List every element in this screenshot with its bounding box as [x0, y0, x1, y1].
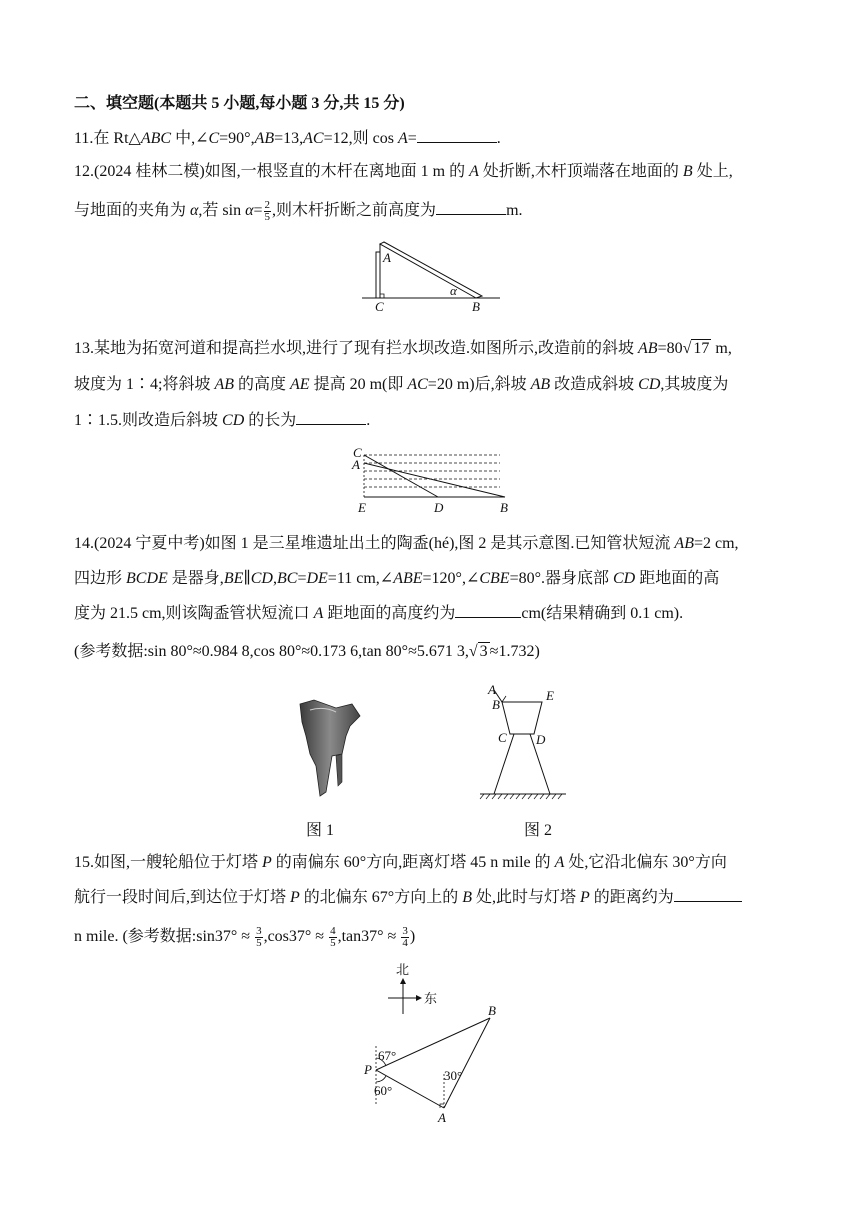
q11-text: .	[496, 130, 501, 147]
label-A: A	[383, 250, 391, 265]
q15-text: n mile. (参考数据:sin37° ≈	[74, 928, 255, 946]
label-E: E	[358, 500, 366, 515]
label-D: D	[536, 732, 546, 747]
q14-text: =2 cm,	[693, 535, 739, 552]
fraction-2-5	[264, 200, 272, 223]
q15-text: 处,此时与灯塔	[471, 889, 580, 906]
q13-var: AB	[638, 340, 658, 357]
figure-2-caption: 图 2	[524, 822, 553, 839]
q12-text: ,则木杆折断之前高度为	[272, 202, 437, 220]
q13-var: AE	[290, 376, 310, 393]
q13-text: =20 m)后,斜坡	[427, 376, 531, 393]
q14-text: 是器身,	[167, 570, 224, 587]
question-13-line-1	[74, 339, 790, 359]
q14-var: BC	[276, 570, 298, 587]
sqrt-radicand: 17	[693, 340, 710, 357]
q15-text: )	[409, 928, 416, 946]
q11-var: AC	[303, 130, 324, 147]
broken-pole	[380, 242, 482, 298]
q11-text: =12,则 cos	[323, 130, 398, 147]
north-arrow-icon	[400, 978, 406, 984]
q14-var: BCDE	[126, 570, 168, 587]
q12-var: A	[469, 163, 479, 180]
q12-text: ,若 sin	[198, 202, 246, 220]
angle-arc-60	[376, 1076, 386, 1082]
q11-var: ABC	[140, 130, 172, 147]
q13-var: CD	[638, 376, 661, 393]
figure-q13	[350, 445, 520, 520]
q13-var: AB	[214, 376, 234, 393]
q14-var: BE	[223, 570, 244, 587]
q13-text: =80	[657, 340, 683, 357]
q12-text: 12.(2024 桂林二模)如图,一根竖直的木杆在离地面 1 m 的	[74, 163, 470, 180]
label-P: P	[364, 1062, 372, 1077]
label-D: D	[434, 500, 444, 515]
frac-num: 3	[402, 925, 408, 937]
q15-text: 15.如图,一艘轮船位于灯塔	[74, 854, 263, 871]
east-arrow-icon	[416, 995, 422, 1001]
q11-text: =90°,	[219, 130, 255, 147]
q11-text: 中,∠	[171, 130, 209, 147]
q14-var: AB	[674, 535, 694, 552]
question-15-reference-data	[74, 926, 790, 949]
label-alpha: α	[450, 283, 457, 298]
q15-text: 处,它沿北偏东 30°方向	[564, 854, 727, 871]
q14-text: 距地面的高	[635, 570, 720, 587]
label-angle-30: 30°	[444, 1068, 463, 1083]
fraction-4-5	[329, 926, 337, 949]
q11-text: =	[407, 130, 417, 147]
question-15-line-2	[74, 887, 790, 908]
vessel-leg	[336, 754, 342, 786]
q11-text: =13,	[274, 130, 304, 147]
question-14-line-2	[74, 569, 790, 589]
ground-hatching	[480, 794, 562, 799]
q12-var: α	[245, 202, 254, 220]
slope-CD	[364, 455, 438, 497]
q11-var: AB	[254, 130, 275, 147]
fraction-3-5	[255, 926, 263, 949]
sqrt-sign: √	[468, 643, 478, 660]
spout-edge	[502, 696, 506, 702]
q15-text: ,cos37° ≈	[263, 928, 329, 946]
frac-den: 5	[264, 211, 271, 223]
pole-stump	[376, 252, 380, 298]
fraction-3-4	[401, 926, 409, 949]
slope-AB	[364, 463, 505, 497]
label-C: C	[375, 299, 384, 314]
label-B: B	[492, 697, 500, 712]
q15-text: 的南偏东 60°方向,距离灯塔 45 n mile 的	[271, 854, 555, 871]
q14-text: ∥	[243, 570, 251, 587]
q13-text: ,其坡度为	[660, 376, 729, 393]
q14-text: 14.(2024 宁夏中考)如图 1 是三星堆遗址出土的陶盉(hé),图 2 是其示意图.已知管状短流	[74, 535, 675, 552]
label-angle-60: 60°	[374, 1083, 393, 1098]
q13-text: 改造成斜坡	[550, 376, 639, 393]
q15-var: P	[580, 889, 590, 906]
frac-num: 4	[330, 925, 336, 937]
q14-text: (参考数据:sin 80°≈0.984 8,cos 80°≈0.173 6,tan 80°≈5.671 3,	[74, 643, 469, 660]
q14-var: CBE	[479, 570, 510, 587]
vessel-body	[300, 700, 360, 796]
q14-text: =	[297, 570, 307, 587]
q13-text: .	[366, 412, 371, 429]
answer-blank-15[interactable]	[674, 887, 742, 902]
label-north: 北	[396, 962, 410, 977]
q15-text: 的北偏东 67°方向上的	[299, 889, 463, 906]
q15-text: 航行一段时间后,到达位于灯塔	[74, 889, 291, 906]
q13-var: CD	[222, 412, 245, 429]
label-B: B	[488, 1003, 496, 1018]
frac-num: 3	[256, 925, 262, 937]
label-C: C	[353, 445, 362, 460]
figure-q14-schematic	[476, 682, 572, 802]
q12-text: m.	[506, 202, 523, 220]
frac-num: 2	[264, 199, 271, 211]
q14-text: cm(结果精确到 0.1 cm).	[521, 605, 684, 622]
q12-text: 与地面的夹角为	[74, 202, 191, 220]
answer-blank-13[interactable]	[296, 410, 366, 425]
q14-text: 四边形	[74, 570, 127, 587]
frac-den: 4	[402, 937, 408, 949]
sqrt-radicand: 3	[479, 643, 488, 660]
q13-text: 13.某地为拓宽河道和提高拦水坝,进行了现有拦水坝改造.如图所示,改造前的斜坡	[74, 340, 639, 357]
answer-blank-12[interactable]	[436, 200, 506, 215]
label-B: B	[472, 299, 480, 314]
q12-var: α	[190, 202, 199, 220]
question-12-line-1	[74, 162, 790, 182]
figure-q12	[362, 238, 502, 316]
question-12-line-2	[74, 200, 790, 223]
body-BCDE	[502, 702, 542, 734]
q13-text: m,	[711, 340, 732, 357]
q13-var: AC	[407, 376, 428, 393]
question-14-line-1	[74, 534, 790, 554]
q14-var: ABE	[393, 570, 423, 587]
answer-blank-11[interactable]	[417, 128, 497, 143]
q14-var: A	[313, 605, 324, 622]
q14-text: 度为 21.5 cm,则该陶盉管状短流口	[74, 605, 314, 622]
q11-text: 11.在 Rt△	[74, 130, 141, 147]
q12-var: B	[682, 163, 693, 180]
label-A: A	[352, 457, 360, 472]
q12-text: 处折断,木杆顶端落在地面的	[478, 163, 683, 180]
label-east: 东	[424, 991, 438, 1006]
sqrt-sign: √	[682, 340, 692, 357]
q14-text: ≈1.732)	[489, 643, 540, 660]
q15-var: B	[462, 889, 472, 906]
label-E: E	[546, 688, 554, 703]
q14-var: CD	[613, 570, 636, 587]
q13-text: 坡度为 1∶4;将斜坡	[74, 376, 215, 393]
q14-text: =11 cm,∠	[327, 570, 394, 587]
frac-den: 5	[330, 937, 336, 949]
question-11	[74, 128, 790, 149]
q13-text: 的长为	[244, 412, 297, 429]
right-angle-mark	[380, 294, 384, 298]
q15-var: A	[554, 854, 565, 871]
q15-var: P	[290, 889, 300, 906]
label-C: C	[498, 730, 507, 745]
segment-AB	[444, 1018, 490, 1108]
q11-var: C	[208, 130, 220, 147]
q12-text: 处上,	[692, 163, 733, 180]
answer-blank-14[interactable]	[455, 603, 521, 618]
q12-text: =	[253, 202, 263, 220]
q13-text: 1∶1.5.则改造后斜坡	[74, 412, 223, 429]
q14-var: CD	[250, 570, 273, 587]
label-A: A	[438, 1110, 446, 1125]
label-angle-67: 67°	[378, 1048, 397, 1063]
label-B: B	[500, 500, 508, 515]
q13-text: 提高 20 m(即	[309, 376, 408, 393]
q14-text: =80°.器身底部	[509, 570, 613, 587]
q14-var: DE	[306, 570, 328, 587]
question-14-reference-data	[74, 642, 790, 662]
q14-text: =120°,∠	[422, 570, 480, 587]
question-13-line-2	[74, 375, 790, 395]
pottery-vessel-photo	[296, 696, 368, 800]
q11-var: A	[397, 130, 408, 147]
q15-var: P	[262, 854, 272, 871]
q14-text: 距地面的高度约为	[323, 605, 456, 622]
question-14-line-3	[74, 603, 790, 624]
q14-text: ,	[272, 570, 277, 587]
figure-q15	[356, 958, 516, 1128]
q15-text: 的距离约为	[589, 889, 674, 906]
frac-den: 5	[256, 937, 262, 949]
section-title: 二、填空题(本题共 5 小题,每小题 3 分,共 15 分)	[74, 95, 405, 112]
label-A: A	[488, 682, 496, 697]
figure-1-caption: 图 1	[306, 822, 335, 839]
q13-var: AB	[530, 376, 551, 393]
q15-text: ,tan37° ≈	[337, 928, 401, 946]
question-13-line-3	[74, 410, 790, 431]
q13-text: 的高度	[234, 376, 291, 393]
question-15-line-1	[74, 853, 790, 873]
